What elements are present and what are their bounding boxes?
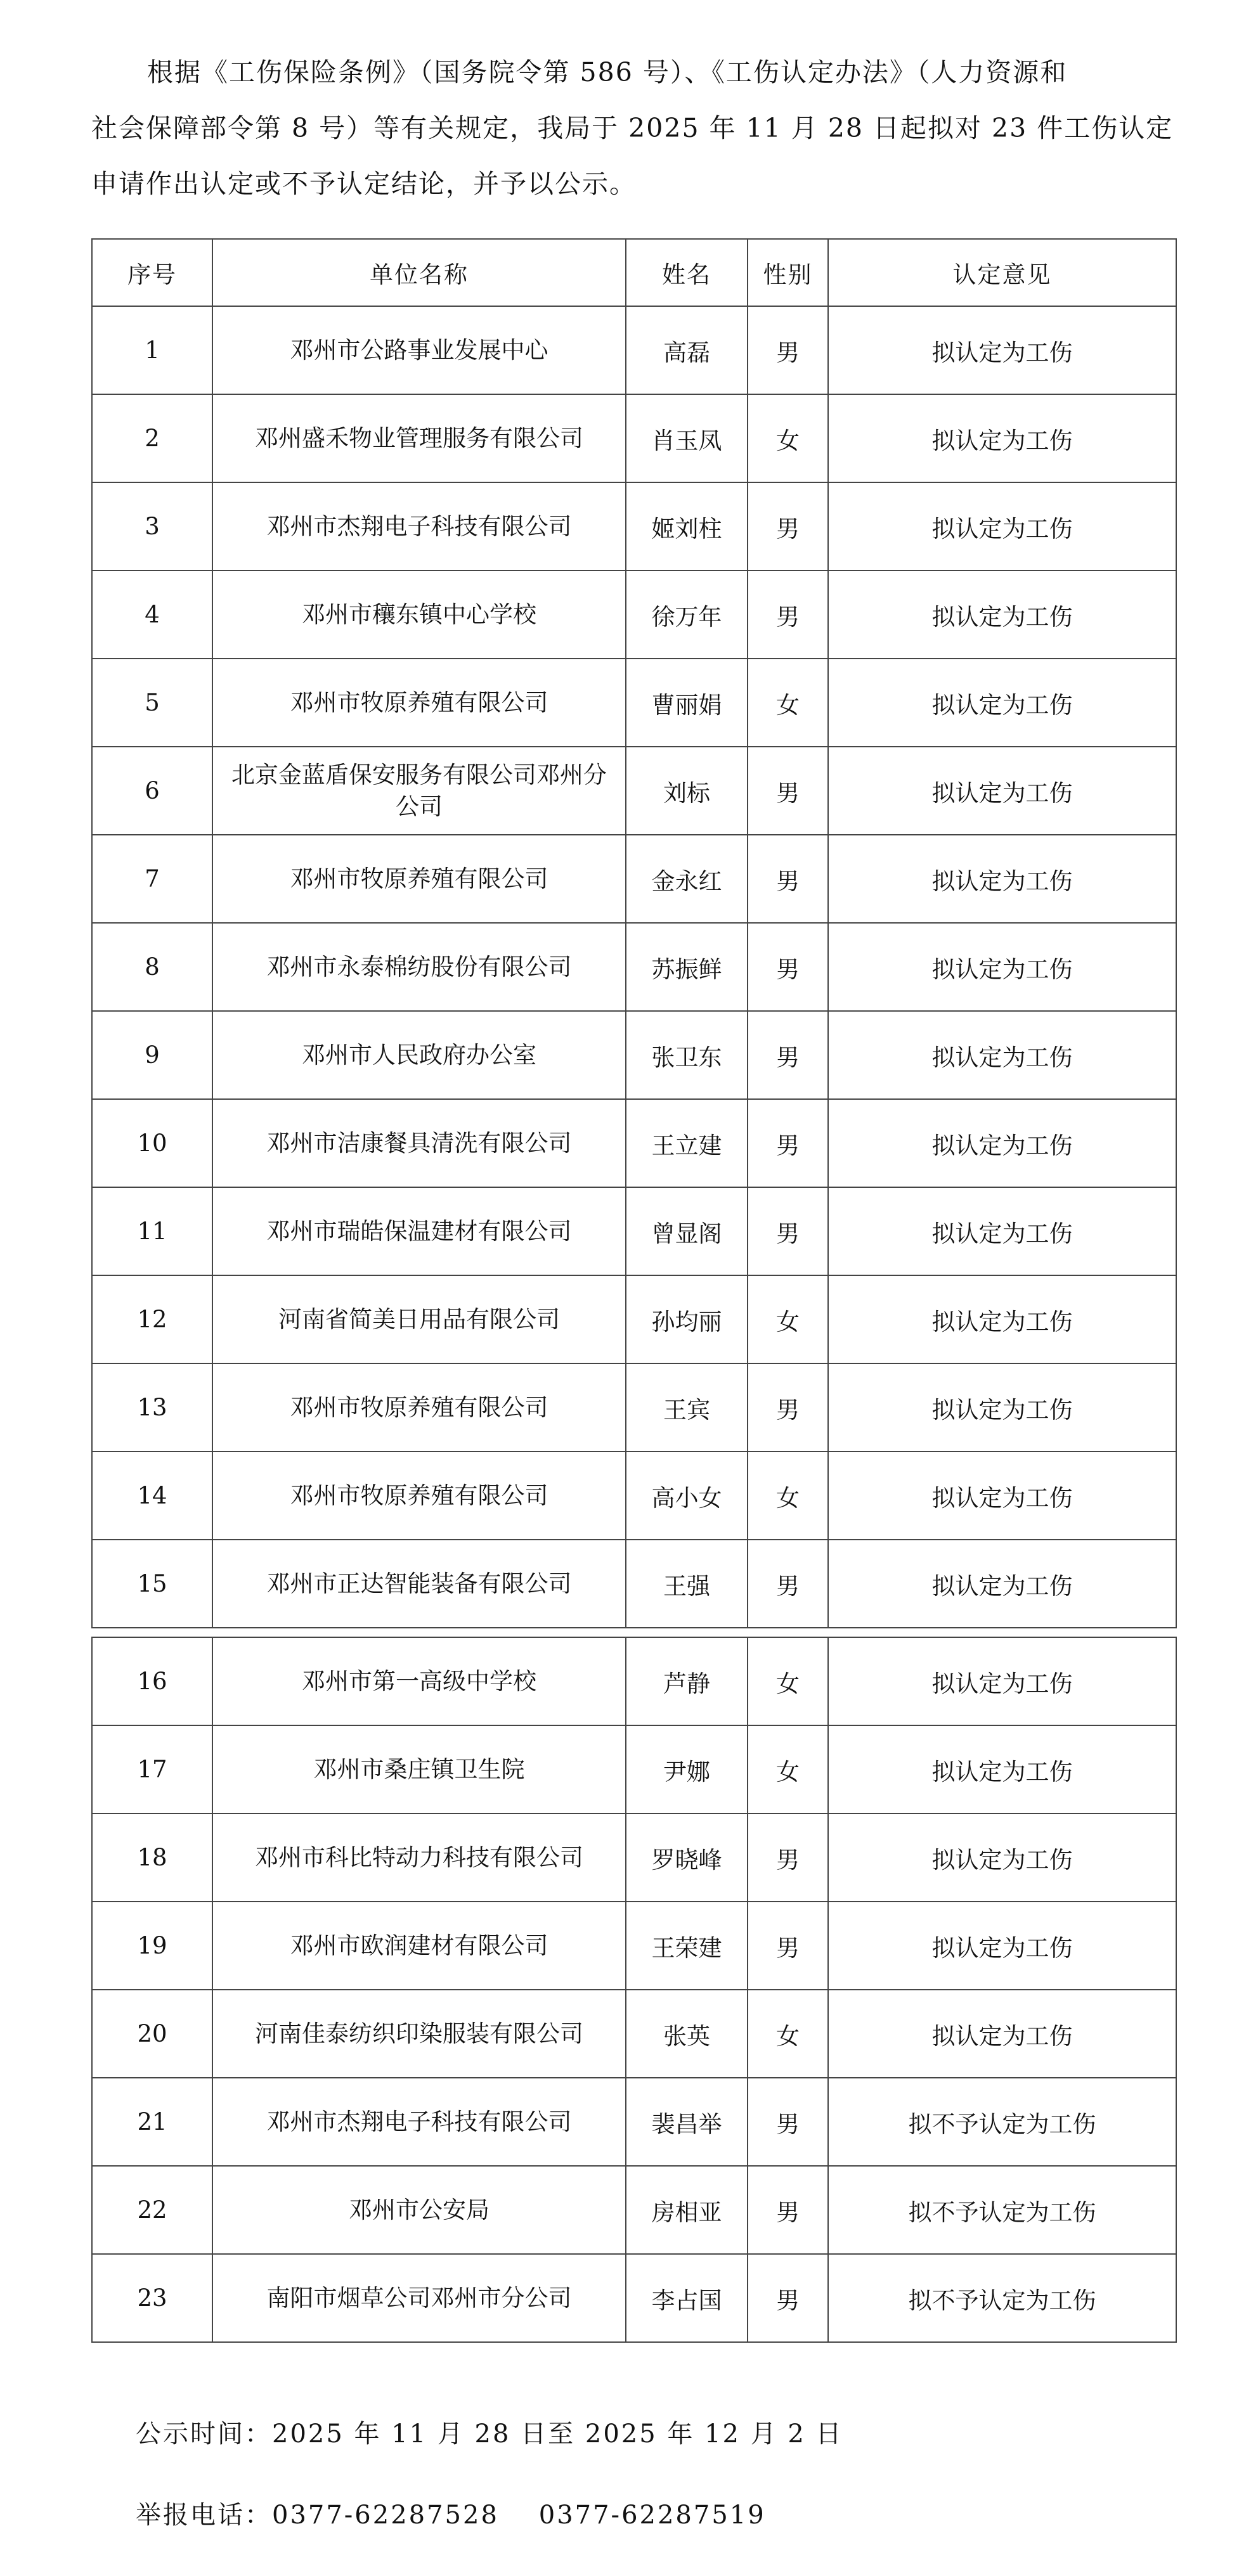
table-row (92, 1099, 1176, 1187)
row-opinion: 拟认定为工伤 (828, 1902, 1176, 1990)
row-gender: 男 (748, 2078, 828, 2166)
row-no: 19 (92, 1902, 212, 1990)
row-gender: 男 (748, 1187, 828, 1275)
row-name: 肖玉凤 (626, 394, 748, 482)
report-phone: 举报电话：0377-62287528 0377-62287519 (136, 2501, 766, 2530)
row-opinion: 拟认定为工伤 (828, 659, 1176, 747)
row-unit: 邓州市杰翔电子科技有限公司 (212, 482, 626, 570)
row-no: 17 (92, 1725, 212, 1813)
row-no: 5 (92, 659, 212, 747)
row-gender: 女 (748, 1637, 828, 1725)
row-gender: 男 (748, 835, 828, 923)
row-gender: 男 (748, 747, 828, 835)
row-unit: 南阳市烟草公司邓州市分公司 (212, 2254, 626, 2342)
table-row (92, 747, 1176, 835)
row-unit: 邓州市瑞皓保温建材有限公司 (212, 1187, 626, 1275)
notice-line: 根据《工伤保险条例》（国务院令第 586 号）、《工伤认定办法》（人力资源和 (147, 57, 1068, 87)
row-no: 4 (92, 570, 212, 659)
table-row (92, 1813, 1176, 1902)
table-row (92, 2254, 1176, 2342)
row-name: 孙均丽 (626, 1275, 748, 1363)
table-header-row (92, 239, 1176, 306)
row-no: 18 (92, 1813, 212, 1902)
row-no: 7 (92, 835, 212, 923)
row-opinion: 拟认定为工伤 (828, 1813, 1176, 1902)
table-row (92, 1725, 1176, 1813)
row-no: 23 (92, 2254, 212, 2342)
row-unit: 邓州盛禾物业管理服务有限公司 (212, 394, 626, 482)
row-opinion: 拟认定为工伤 (828, 1363, 1176, 1452)
row-name: 王荣建 (626, 1902, 748, 1990)
row-unit: 邓州市公安局 (212, 2166, 626, 2254)
row-opinion: 拟认定为工伤 (828, 1540, 1176, 1628)
row-opinion: 拟认定为工伤 (828, 1452, 1176, 1540)
table-row (92, 1452, 1176, 1540)
row-unit: 邓州市科比特动力科技有限公司 (212, 1813, 626, 1902)
row-unit: 邓州市第一高级中学校 (212, 1637, 626, 1725)
row-no: 1 (92, 306, 212, 394)
row-name: 徐万年 (626, 570, 748, 659)
row-name: 裴昌举 (626, 2078, 748, 2166)
row-name: 张英 (626, 1990, 748, 2078)
row-no: 10 (92, 1099, 212, 1187)
row-no: 13 (92, 1363, 212, 1452)
row-opinion: 拟认定为工伤 (828, 1990, 1176, 2078)
row-gender: 男 (748, 1011, 828, 1099)
table-row (92, 570, 1176, 659)
table-row (92, 394, 1176, 482)
table-row (92, 1011, 1176, 1099)
row-opinion: 拟认定为工伤 (828, 570, 1176, 659)
row-unit: 邓州市洁康餐具清洗有限公司 (212, 1099, 626, 1187)
row-name: 张卫东 (626, 1011, 748, 1099)
header-no: 序号 (92, 239, 212, 306)
table-row (92, 2166, 1176, 2254)
row-name: 刘标 (626, 747, 748, 835)
row-gender: 男 (748, 482, 828, 570)
row-name: 高磊 (626, 306, 748, 394)
row-no: 12 (92, 1275, 212, 1363)
row-gender: 男 (748, 1813, 828, 1902)
row-no: 20 (92, 1990, 212, 2078)
row-name: 罗晓峰 (626, 1813, 748, 1902)
row-opinion: 拟认定为工伤 (828, 482, 1176, 570)
row-no: 8 (92, 923, 212, 1011)
table-row (92, 1902, 1176, 1990)
row-unit: 邓州市桑庄镇卫生院 (212, 1725, 626, 1813)
row-gender: 男 (748, 1902, 828, 1990)
row-gender: 男 (748, 570, 828, 659)
row-unit: 河南佳泰纺织印染服装有限公司 (212, 1990, 626, 2078)
injury-table-part-1 (91, 238, 1177, 1628)
row-gender: 男 (748, 1363, 828, 1452)
row-no: 22 (92, 2166, 212, 2254)
row-name: 姬刘柱 (626, 482, 748, 570)
row-unit: 邓州市穰东镇中心学校 (212, 570, 626, 659)
row-unit: 邓州市欧润建材有限公司 (212, 1902, 626, 1990)
row-gender: 男 (748, 306, 828, 394)
row-no: 15 (92, 1540, 212, 1628)
row-name: 王强 (626, 1540, 748, 1628)
table-row (92, 835, 1176, 923)
row-no: 14 (92, 1452, 212, 1540)
row-gender: 女 (748, 394, 828, 482)
row-opinion: 拟不予认定为工伤 (828, 2166, 1176, 2254)
row-opinion: 拟认定为工伤 (828, 1637, 1176, 1725)
row-no: 11 (92, 1187, 212, 1275)
header-name: 姓名 (626, 239, 748, 306)
table-row (92, 306, 1176, 394)
row-name: 尹娜 (626, 1725, 748, 1813)
row-unit: 河南省简美日用品有限公司 (212, 1275, 626, 1363)
row-name: 高小女 (626, 1452, 748, 1540)
row-gender: 女 (748, 1275, 828, 1363)
row-no: 9 (92, 1011, 212, 1099)
row-unit: 邓州市牧原养殖有限公司 (212, 835, 626, 923)
row-name: 芦静 (626, 1637, 748, 1725)
row-opinion: 拟认定为工伤 (828, 923, 1176, 1011)
header-unit: 单位名称 (212, 239, 626, 306)
row-name: 曹丽娟 (626, 659, 748, 747)
row-name: 王宾 (626, 1363, 748, 1452)
row-opinion: 拟认定为工伤 (828, 394, 1176, 482)
row-unit: 邓州市正达智能装备有限公司 (212, 1540, 626, 1628)
row-name: 李占国 (626, 2254, 748, 2342)
row-opinion: 拟认定为工伤 (828, 747, 1176, 835)
row-unit: 邓州市牧原养殖有限公司 (212, 1452, 626, 1540)
row-opinion: 拟不予认定为工伤 (828, 2078, 1176, 2166)
table-row (92, 1187, 1176, 1275)
table-row (92, 659, 1176, 747)
table-row (92, 2078, 1176, 2166)
header-opinion: 认定意见 (828, 239, 1176, 306)
row-gender: 男 (748, 2166, 828, 2254)
row-gender: 女 (748, 1725, 828, 1813)
row-opinion: 拟认定为工伤 (828, 835, 1176, 923)
notice-paragraph (91, 0, 1182, 212)
row-no: 2 (92, 394, 212, 482)
row-name: 金永红 (626, 835, 748, 923)
row-unit: 邓州市牧原养殖有限公司 (212, 1363, 626, 1452)
table-row (92, 482, 1176, 570)
row-name: 王立建 (626, 1099, 748, 1187)
row-gender: 女 (748, 1452, 828, 1540)
row-gender: 男 (748, 923, 828, 1011)
table-row (92, 1637, 1176, 1725)
row-unit: 邓州市牧原养殖有限公司 (212, 659, 626, 747)
row-name: 苏振鲜 (626, 923, 748, 1011)
row-no: 6 (92, 747, 212, 835)
row-no: 16 (92, 1637, 212, 1725)
row-unit: 邓州市人民政府办公室 (212, 1011, 626, 1099)
row-opinion: 拟认定为工伤 (828, 1725, 1176, 1813)
row-name: 房相亚 (626, 2166, 748, 2254)
row-opinion: 拟不予认定为工伤 (828, 2254, 1176, 2342)
row-opinion: 拟认定为工伤 (828, 1187, 1176, 1275)
row-name: 曾显阁 (626, 1187, 748, 1275)
header-gender: 性别 (748, 239, 828, 306)
table-row (92, 1540, 1176, 1628)
row-opinion: 拟认定为工伤 (828, 1011, 1176, 1099)
row-gender: 女 (748, 659, 828, 747)
row-unit: 邓州市公路事业发展中心 (212, 306, 626, 394)
row-unit: 邓州市杰翔电子科技有限公司 (212, 2078, 626, 2166)
row-gender: 男 (748, 1540, 828, 1628)
table-row (92, 923, 1176, 1011)
table-row (92, 1275, 1176, 1363)
row-opinion: 拟认定为工伤 (828, 1275, 1176, 1363)
table-row (92, 1363, 1176, 1452)
row-no: 21 (92, 2078, 212, 2166)
row-opinion: 拟认定为工伤 (828, 306, 1176, 394)
injury-table-part-2 (91, 1637, 1177, 2343)
row-gender: 女 (748, 1990, 828, 2078)
notice-line: 社会保障部令第 8 号）等有关规定，我局于 2025 年 11 月 28 日起拟对 23 件工伤认定 (91, 113, 1174, 143)
row-no: 3 (92, 482, 212, 570)
publicity-period: 公示时间：2025 年 11 月 28 日至 2025 年 12 月 2 日 (136, 2419, 843, 2449)
notice-line: 申请作出认定或不予认定结论，并予以公示。 (91, 169, 637, 199)
row-gender: 男 (748, 2254, 828, 2342)
row-gender: 男 (748, 1099, 828, 1187)
row-unit: 邓州市永泰棉纺股份有限公司 (212, 923, 626, 1011)
table-row (92, 1990, 1176, 2078)
row-unit: 北京金蓝盾保安服务有限公司邓州分公司 (212, 747, 626, 835)
row-opinion: 拟认定为工伤 (828, 1099, 1176, 1187)
